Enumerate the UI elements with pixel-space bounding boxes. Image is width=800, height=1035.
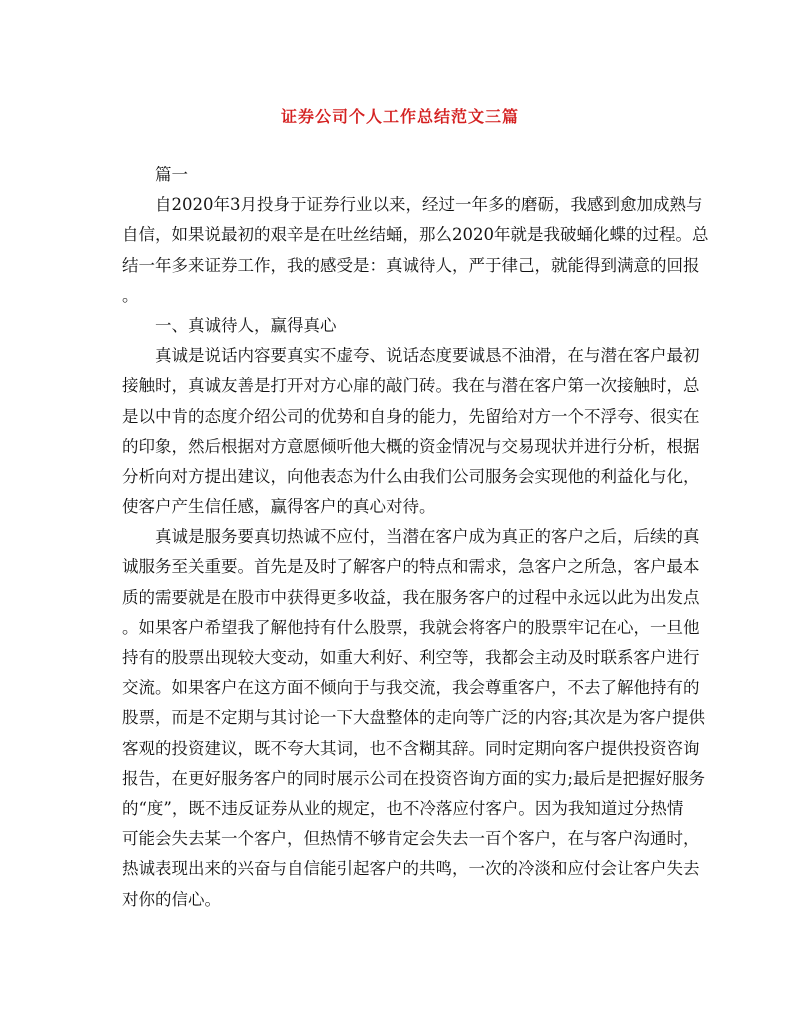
- paragraph-line: 报告，在更好服务客户的同时展示公司在投资咨询方面的实力;最后是把握好服务: [122, 768, 706, 788]
- paragraph-line: 是以中肯的态度介绍公司的优势和自身的能力，先留给对方一个不浮夸、很实在: [122, 406, 700, 426]
- paragraph-line: 的“度”，既不违反证券从业的规定，也不冷落应付客户。因为我知道过分热情: [122, 798, 684, 818]
- paragraph-line: 。如果客户希望我了解他持有什么股票，我就会将客户的股票牢记在心，一旦他: [122, 617, 700, 637]
- paragraph-line: 持有的股票出现较大变动，如重大利好、利空等，我都会主动及时联系客户进行: [122, 648, 700, 667]
- paragraph-line: 的印象，然后根据对方意愿倾听他大概的资金情况与交易现状并进行分析，根据: [122, 436, 700, 456]
- paragraph-line: 自2020年3月投身于证券行业以来，经过一年多的磨砺，我感到愈加成熟与: [155, 195, 703, 215]
- section-heading: 篇一: [155, 165, 188, 184]
- paragraph-line: 对你的信心。: [122, 889, 221, 909]
- paragraph-1: [122, 190, 709, 311]
- paragraph-line: 真诚是说话内容要真实不虚夸、说话态度要诚恳不油滑，在与潜在客户最初: [155, 346, 700, 366]
- paragraph-line: 股票，而是不定期与其讨论一下大盘整体的走向等广泛的内容;其次是为客户提供: [122, 708, 706, 728]
- paragraph-line: 热诚表现出来的兴奋与自信能引起客户的共鸣，一次的冷淡和应付会让客户失去: [122, 859, 700, 879]
- paragraph-line: 自信，如果说最初的艰辛是在吐丝结蛹，那么2020年就是我破蛹化蝶的过程。总: [122, 225, 709, 245]
- subheading-1: 一、真诚待人，赢得真心: [155, 315, 337, 335]
- document-body: [122, 160, 709, 915]
- paragraph-line: 交流。如果客户在这方面不倾向于与我交流，我会尊重客户，不去了解他持有的: [122, 678, 700, 698]
- paragraph-2: [122, 341, 700, 522]
- paragraph-line: 分析向对方提出建议，向他表态为什么由我们公司服务会实现他的利益化与化，: [122, 466, 700, 486]
- paragraph-line: 诚服务至关重要。首先是及时了解客户的特点和需求，急客户之所急，客户最本: [122, 557, 700, 577]
- paragraph-3: [122, 522, 706, 914]
- paragraph-line: 真诚是服务要真切热诚不应付，当潜在客户成为真正的客户之后，后续的真: [155, 527, 700, 547]
- paragraph-line: 可能会失去某一个客户，但热情不够肯定会失去一百个客户，在与客户沟通时，: [122, 829, 700, 849]
- paragraph-line: 。: [122, 285, 139, 305]
- paragraph-line: 结一年多来证券工作，我的感受是：真诚待人，严于律己，就能得到满意的回报: [122, 255, 700, 275]
- paragraph-line: 使客户产生信任感，赢得客户的真心对待。: [122, 497, 436, 517]
- paragraph-line: 接触时，真诚友善是打开对方心扉的敲门砖。我在与潜在客户第一次接触时，总: [122, 376, 700, 396]
- paragraph-line: 质的需要就是在股市中获得更多收益，我在服务客户的过程中永远以此为出发点: [122, 587, 700, 607]
- document-title: 证券公司个人工作总结范文三篇: [280, 107, 519, 126]
- paragraph-line: 客观的投资建议，既不夸大其词，也不含糊其辞。同时定期向客户提供投资咨询: [122, 738, 700, 758]
